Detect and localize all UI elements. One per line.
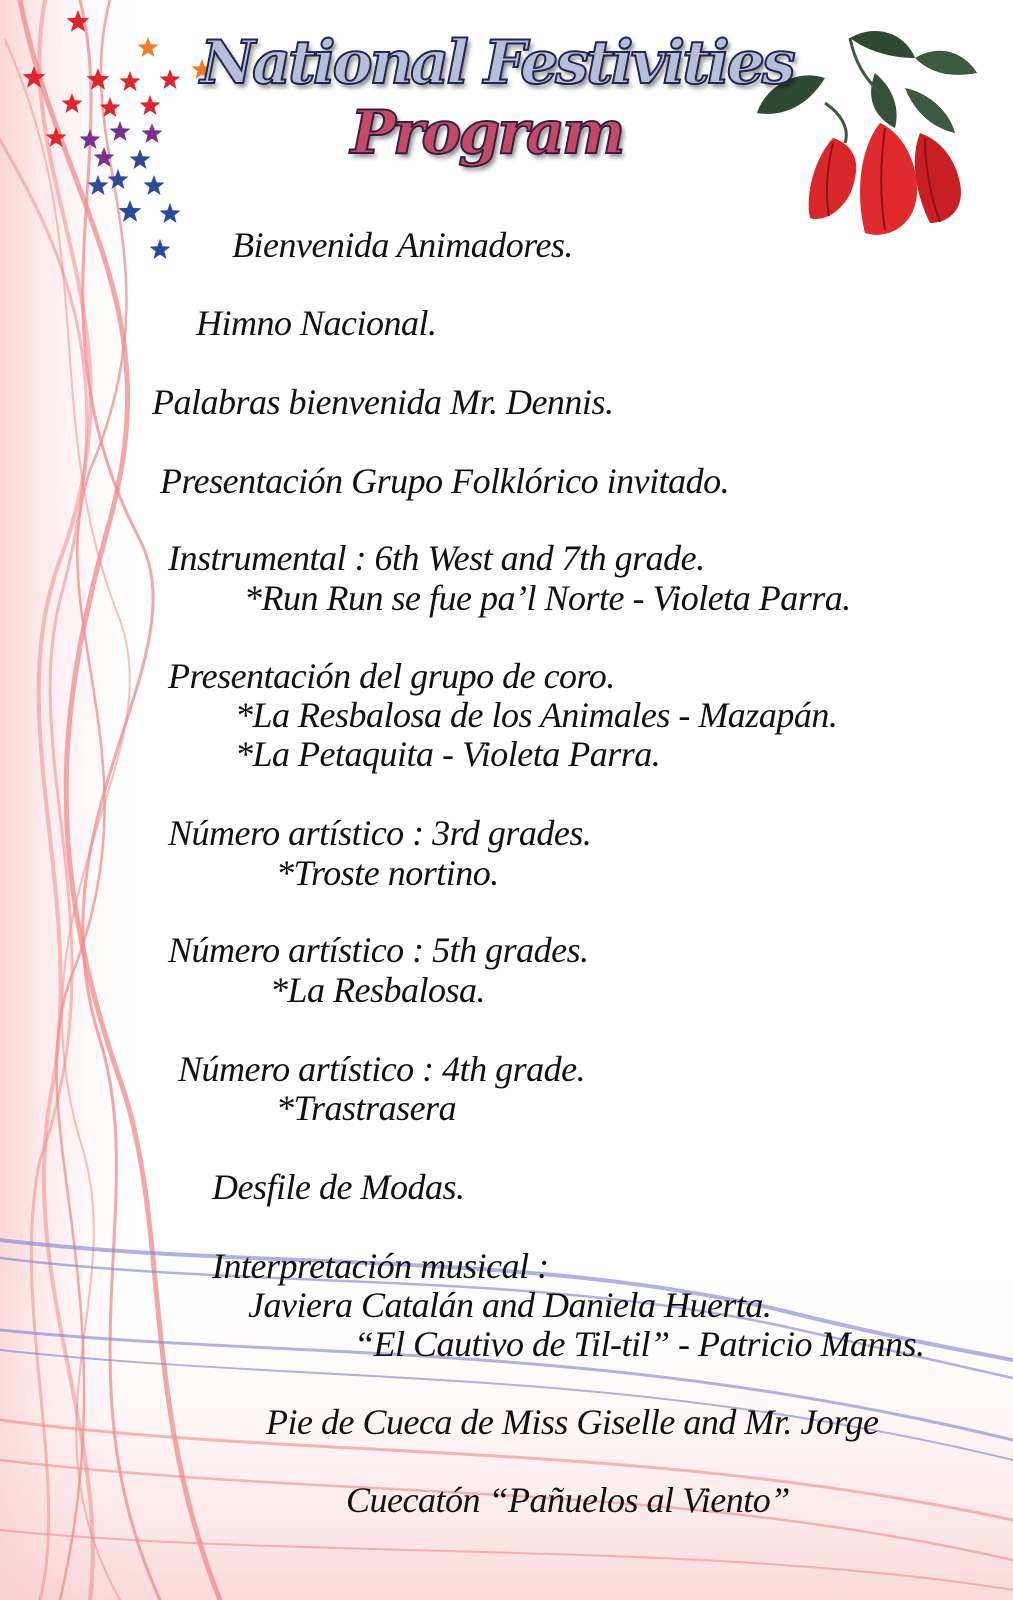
program-subitem: *Trastrasera: [276, 1088, 457, 1128]
program-subitem: *La Resbalosa.: [270, 970, 486, 1010]
program-item: Número artístico : 3rd grades.: [168, 813, 592, 853]
program-item: Bienvenida Animadores.: [232, 225, 573, 265]
program-item: Pie de Cueca de Miss Giselle and Mr. Jorge: [266, 1402, 879, 1442]
program-item: Interpretación musical :: [212, 1246, 549, 1286]
program-item: Presentación del grupo de coro.: [168, 656, 615, 696]
program-item: Desfile de Modas.: [212, 1167, 465, 1207]
program-item: Número artístico : 4th grade.: [178, 1049, 586, 1089]
program-title-line2: Program: [350, 98, 623, 168]
star-icon: [150, 239, 171, 259]
program-item: Cuecatón “Pañuelos al Viento”: [346, 1480, 790, 1520]
program-subitem: *La Resbalosa de los Animales - Mazapán.: [235, 695, 838, 735]
program-subitem: “El Cautivo de Til-til” - Patricio Manns.: [354, 1324, 925, 1364]
program-title-line1: National Festivities: [200, 28, 793, 98]
program-subitem: *Run Run se fue pa’l Norte - Violeta Parra.: [244, 578, 851, 618]
program-item: Palabras bienvenida Mr. Dennis.: [152, 382, 614, 422]
program-item: Himno Nacional.: [196, 303, 437, 343]
program-item: Presentación Grupo Folklórico invitado.: [160, 461, 730, 501]
program-item: Instrumental : 6th West and 7th grade.: [168, 538, 705, 578]
program-subitem: *La Petaquita - Violeta Parra.: [235, 734, 661, 774]
program-subitem: Javiera Catalán and Daniela Huerta.: [248, 1285, 772, 1325]
program-subitem: *Troste nortino.: [276, 853, 499, 893]
star-icon: [160, 203, 181, 223]
program-item: Número artístico : 5th grades.: [168, 930, 589, 970]
